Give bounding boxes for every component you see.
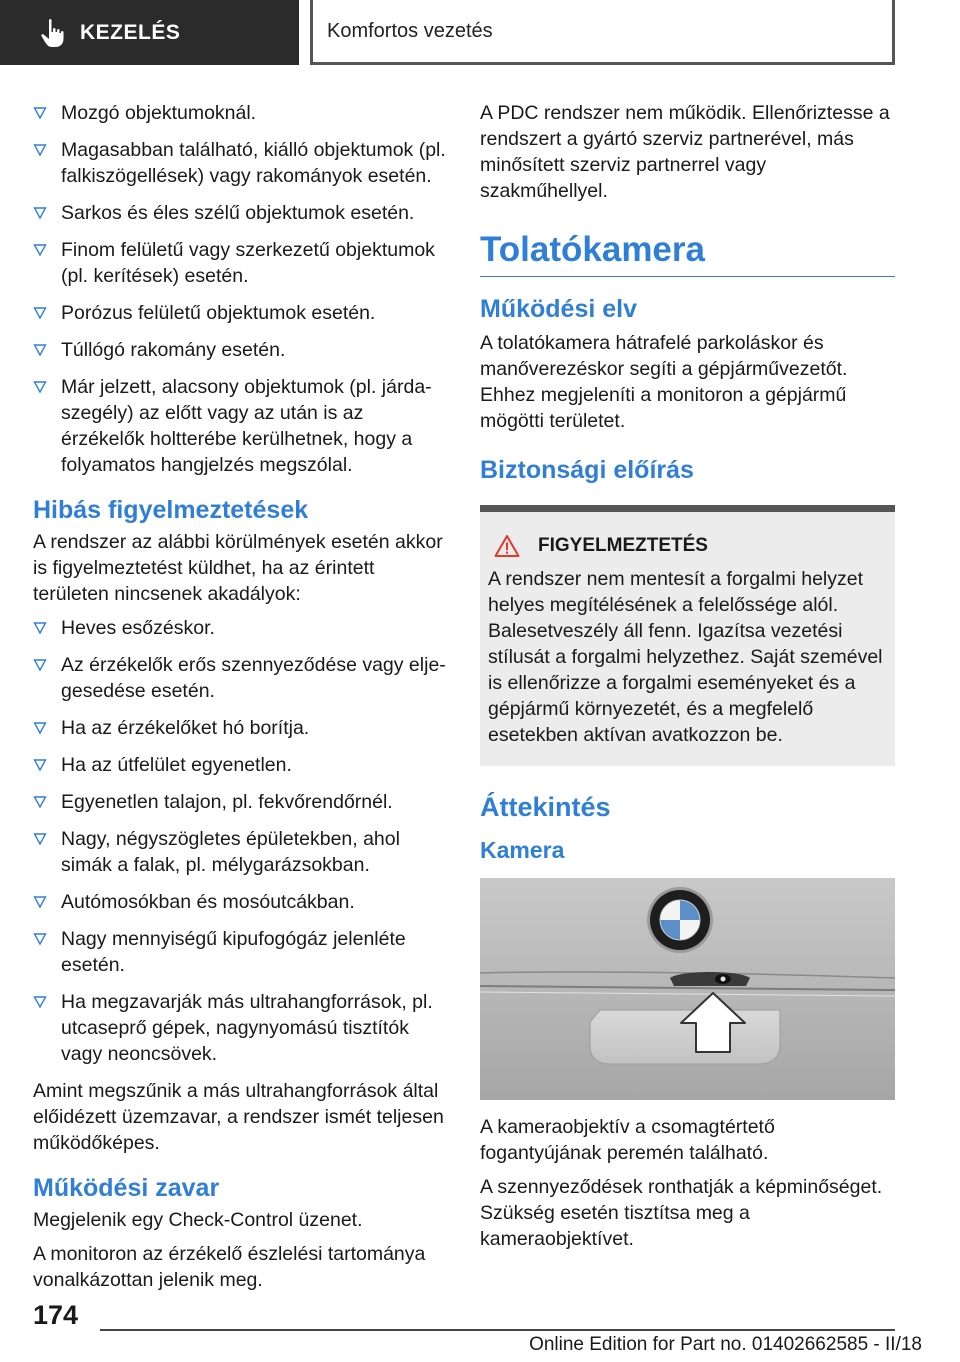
camera-note: A szennyeződések ronthatják a képminőséget. Szükség esetén tisztítsa meg a kameraobjektívet. xyxy=(480,1176,883,1250)
edition-note: Online Edition for Part no. 01402662585 - II/18 xyxy=(529,1334,922,1355)
chapter-title: Komfortos vezetés xyxy=(327,19,493,42)
page-title: Tolatókamera xyxy=(480,230,895,277)
hand-pointer-icon xyxy=(40,18,66,48)
triangle-bullet-icon xyxy=(33,243,47,257)
list-item: Az érzékelők erős szennyeződése vagy eljegesedése esetén. xyxy=(33,652,448,704)
warning-label: FIGYELMEZTETÉS xyxy=(538,535,708,556)
list-item: Egyenetlen talajon, pl. fekvőrendőrnél. xyxy=(33,789,448,815)
triangle-bullet-icon xyxy=(33,106,47,120)
pdc-limit-list xyxy=(33,100,448,478)
warning-triangle-icon xyxy=(494,534,520,558)
list-item: Porózus felületű objektumok esetén. xyxy=(33,300,448,326)
triangle-bullet-icon xyxy=(33,658,47,672)
triangle-bullet-icon xyxy=(33,832,47,846)
triangle-bullet-icon xyxy=(33,206,47,220)
list-item: Már jelzett, alacsony objektumok (pl. járdaszegély) az előtt vagy az után is az érzékelők holtterébe kerülhetnek, hogy a folyamatos hangjelzés megszólal. xyxy=(33,374,448,478)
left-column xyxy=(33,100,448,1301)
list-item: Magasabban található, kiálló objektumok (pl. falkiszögellések) vagy rakományok esetén. xyxy=(33,137,448,189)
triangle-bullet-icon xyxy=(33,721,47,735)
triangle-bullet-icon xyxy=(33,795,47,809)
triangle-bullet-icon xyxy=(33,380,47,394)
malfunction-text-1: Megjelenik egy Check-Control üzenet. xyxy=(33,1209,363,1231)
list-item: Autómosókban és mosóutcákban. xyxy=(33,889,448,915)
list-item: Nagy, négyszögletes épületekben, ahol simák a falak, pl. mélygarázsokban. xyxy=(33,826,448,878)
chapter-header xyxy=(310,0,895,65)
pdc-fault-text: A PDC rendszer nem működik. Ellenőriztesse a rendszert a gyártó szerviz partnerével, más minősített szerviz partnerrel vagy szakműhellyel. xyxy=(480,102,890,202)
false-warnings-list xyxy=(33,615,448,1067)
false-warnings-intro: A rendszer az alábbi körülmények esetén akkor is figyelmeztetést küldhet, ha az érintett területen nincsenek akadályok: xyxy=(33,531,443,605)
warning-header xyxy=(494,534,885,558)
list-item: Mozgó objektumoknál. xyxy=(33,100,448,126)
list-item: Ha az érzékelőket hó borítja. xyxy=(33,715,448,741)
section-tab xyxy=(0,0,299,65)
list-item: Sarkos és éles szélű objektumok esetén. xyxy=(33,200,448,226)
right-column xyxy=(480,100,895,1260)
triangle-bullet-icon xyxy=(33,932,47,946)
warning-box xyxy=(480,505,895,766)
false-warnings-heading: Hibás figyelmeztetések xyxy=(33,496,309,524)
list-item: Túllógó rakomány esetén. xyxy=(33,337,448,363)
triangle-bullet-icon xyxy=(33,143,47,157)
triangle-bullet-icon xyxy=(33,306,47,320)
triangle-bullet-icon xyxy=(33,995,47,1009)
triangle-bullet-icon xyxy=(33,343,47,357)
principle-text: A tolatókamera hátrafelé parkoláskor és manőverezéskor segíti a gépjárművezetőt. Ehhez megjeleníti a monitoron a gépjármű mögötti területet. xyxy=(480,332,848,432)
malfunction-heading: Működési zavar xyxy=(33,1174,220,1202)
camera-heading: Kamera xyxy=(480,837,565,863)
triangle-bullet-icon xyxy=(33,621,47,635)
overview-heading: Áttekintés xyxy=(480,792,611,822)
rear-camera-photo xyxy=(480,878,895,1100)
footer-rule xyxy=(100,1329,895,1331)
list-item: Ha az útfelület egyenetlen. xyxy=(33,752,448,778)
section-label: KEZELÉS xyxy=(80,20,181,44)
safety-heading: Biztonsági előírás xyxy=(480,456,694,484)
malfunction-text-2: A monitoron az érzékelő észlelési tartománya vonalkázottan jelenik meg. xyxy=(33,1243,426,1291)
list-item: Finom felületű vagy szerkezetű objektumok (pl. kerítések) esetén. xyxy=(33,237,448,289)
page-number: 174 xyxy=(33,1300,79,1330)
principle-heading: Működési elv xyxy=(480,295,637,323)
triangle-bullet-icon xyxy=(33,758,47,772)
list-item: Heves esőzéskor. xyxy=(33,615,448,641)
list-item: Ha megzavarják más ultrahangforrások, pl. utcaseprő gépek, nagynyomású tisztítók vagy neoncsövek. xyxy=(33,989,448,1067)
camera-caption: A kameraobjektív a csomagtértető fogantyújának peremén található. xyxy=(480,1116,775,1164)
recovery-note: Amint megszűnik a más ultrahangforrások által előidézett üzemzavar, a rendszer ismét teljesen működőképes. xyxy=(33,1080,444,1154)
triangle-bullet-icon xyxy=(33,895,47,909)
warning-text: A rendszer nem mentesít a forgalmi helyzet helyes megítélésének a felelőssége alól. Balesetveszély áll fenn. Igazítsa vezetési stílusát a forgalmi helyzethez. Saját szemével is ellenőrizze a forgalmi eseményeket és a gépjármű környezetét, és a megfelelő esetekben aktívan avatkozzon be. xyxy=(488,568,883,746)
list-item: Nagy mennyiségű kipufogógáz jelenléte esetén. xyxy=(33,926,448,978)
